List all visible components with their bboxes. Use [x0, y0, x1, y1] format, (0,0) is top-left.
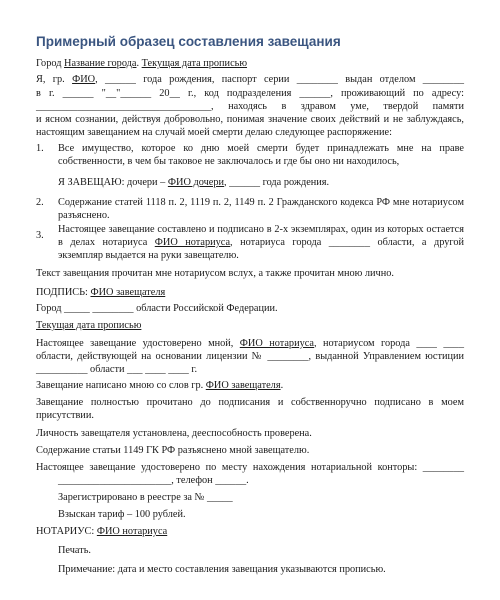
- item-2-line-1: Содержание статей 1118 п. 2, 1119 п. 2, 1149 п. 2 Гражданского кодекса РФ мне нотариусом: [58, 197, 464, 208]
- place-line-2: ______________________, телефон ______.: [58, 475, 249, 486]
- intro-line-5: настоящим завещанием на случай моей смерти делаю следующее распоряжение:: [36, 127, 392, 138]
- intro-line-3: __________________________________, находясь в здравом уме, твердой памяти: [36, 101, 464, 112]
- registry-line: Зарегистрировано в реестре за № _____: [58, 492, 233, 503]
- item-1-line-2: собственности, в чем бы таковое не заключалось и где бы оно ни находилось,: [58, 156, 400, 167]
- city-prefix: Город: [36, 58, 65, 69]
- notary-cert-line-1: Настоящее завещание удостоверено мной, ФИО нотариуса, нотариусом города ____ ____: [36, 338, 464, 349]
- notary-name: ФИО нотариуса: [239, 338, 314, 349]
- article-line: Содержание статьи 1149 ГК РФ разъяснено мной завещателю.: [36, 445, 310, 456]
- signature-name: ФИО завещателя: [90, 287, 166, 298]
- identity-line: Личность завещателя установлена, дееспособность проверена.: [36, 428, 312, 439]
- intro-line-1: Я, гр. ФИО, ______ года рождения, паспорт серии ________ выдан отделом ________: [36, 74, 464, 85]
- document-title: Примерный образец составления завещания: [36, 34, 341, 49]
- note-line: Примечание: дата и место составления завещания указываются прописью.: [58, 564, 386, 575]
- read-aloud-line: Текст завещания прочитан мне нотариусом вслух, а также прочитан мною лично.: [36, 268, 394, 279]
- notary-sign-line: НОТАРИУС: ФИО нотариуса: [36, 526, 168, 537]
- item-number: 3.: [36, 230, 44, 241]
- testator-name: ФИО: [72, 74, 96, 85]
- notary-name: ФИО нотариуса: [154, 237, 231, 248]
- city-separator: .: [136, 58, 142, 69]
- item-3-line-3: экземпляр выдается на руки завещателю.: [58, 250, 239, 261]
- read-full-line-1: Завещание полностью прочитано до подписания и собственноручно подписано в моем: [36, 397, 464, 408]
- notary-name: ФИО нотариуса: [96, 526, 168, 537]
- notary-cert-line-3: __________ области ___ ____ ____ г.: [36, 364, 198, 375]
- notary-cert-line-2: области, действующей на основании лицензии № ________, выданной Управлением юстиции: [36, 351, 464, 362]
- bequest-line: Я ЗАВЕЩАЮ: дочери – ФИО дочери, ______ года рождения.: [58, 177, 330, 188]
- item-2-line-2: разъяснено.: [58, 210, 110, 221]
- place-line-1: Настоящее завещание удостоверено по месту нахождения нотариальной конторы: ________: [36, 462, 464, 473]
- item-3-line-2: в делах нотариуса ФИО нотариуса, нотариуса города ________ области, а другой: [58, 237, 464, 248]
- seal-line: Печать.: [58, 545, 92, 556]
- city-line: Город _____ ________ области Российской Федерации.: [36, 303, 278, 314]
- item-1-line-1: Все имущество, которое ко дню моей смерти будет принадлежать мне на праве: [58, 143, 464, 154]
- heir-name: ФИО дочери: [167, 177, 224, 188]
- fee-line: Взыскан тариф – 100 рублей.: [58, 509, 186, 520]
- item-3-line-1: Настоящее завещание составлено и подписано в 2-х экземплярах, один из которых остается: [58, 224, 464, 235]
- written-line: Завещание написано мною со слов гр. ФИО завещателя.: [36, 380, 284, 391]
- item-number: 1.: [36, 143, 44, 154]
- item-number: 2.: [36, 197, 44, 208]
- header-line: [36, 58, 247, 70]
- header-date: Текущая дата прописью: [141, 58, 248, 69]
- intro-line-2: в г. ______ "__"______ 20__ г., код подразделения ______, проживающий по адресу:: [36, 88, 464, 99]
- testator-name: ФИО завещателя: [205, 380, 281, 391]
- date-line: Текущая дата прописью: [36, 320, 142, 331]
- city-name: Название города: [64, 58, 137, 69]
- signature-line: ПОДПИСЬ: ФИО завещателя: [36, 287, 166, 298]
- read-full-line-2: присутствии.: [36, 410, 94, 421]
- intro-line-4: и ясном сознании, действуя добровольно, понимая значение своих действий и не заблуждаясь,: [36, 114, 464, 125]
